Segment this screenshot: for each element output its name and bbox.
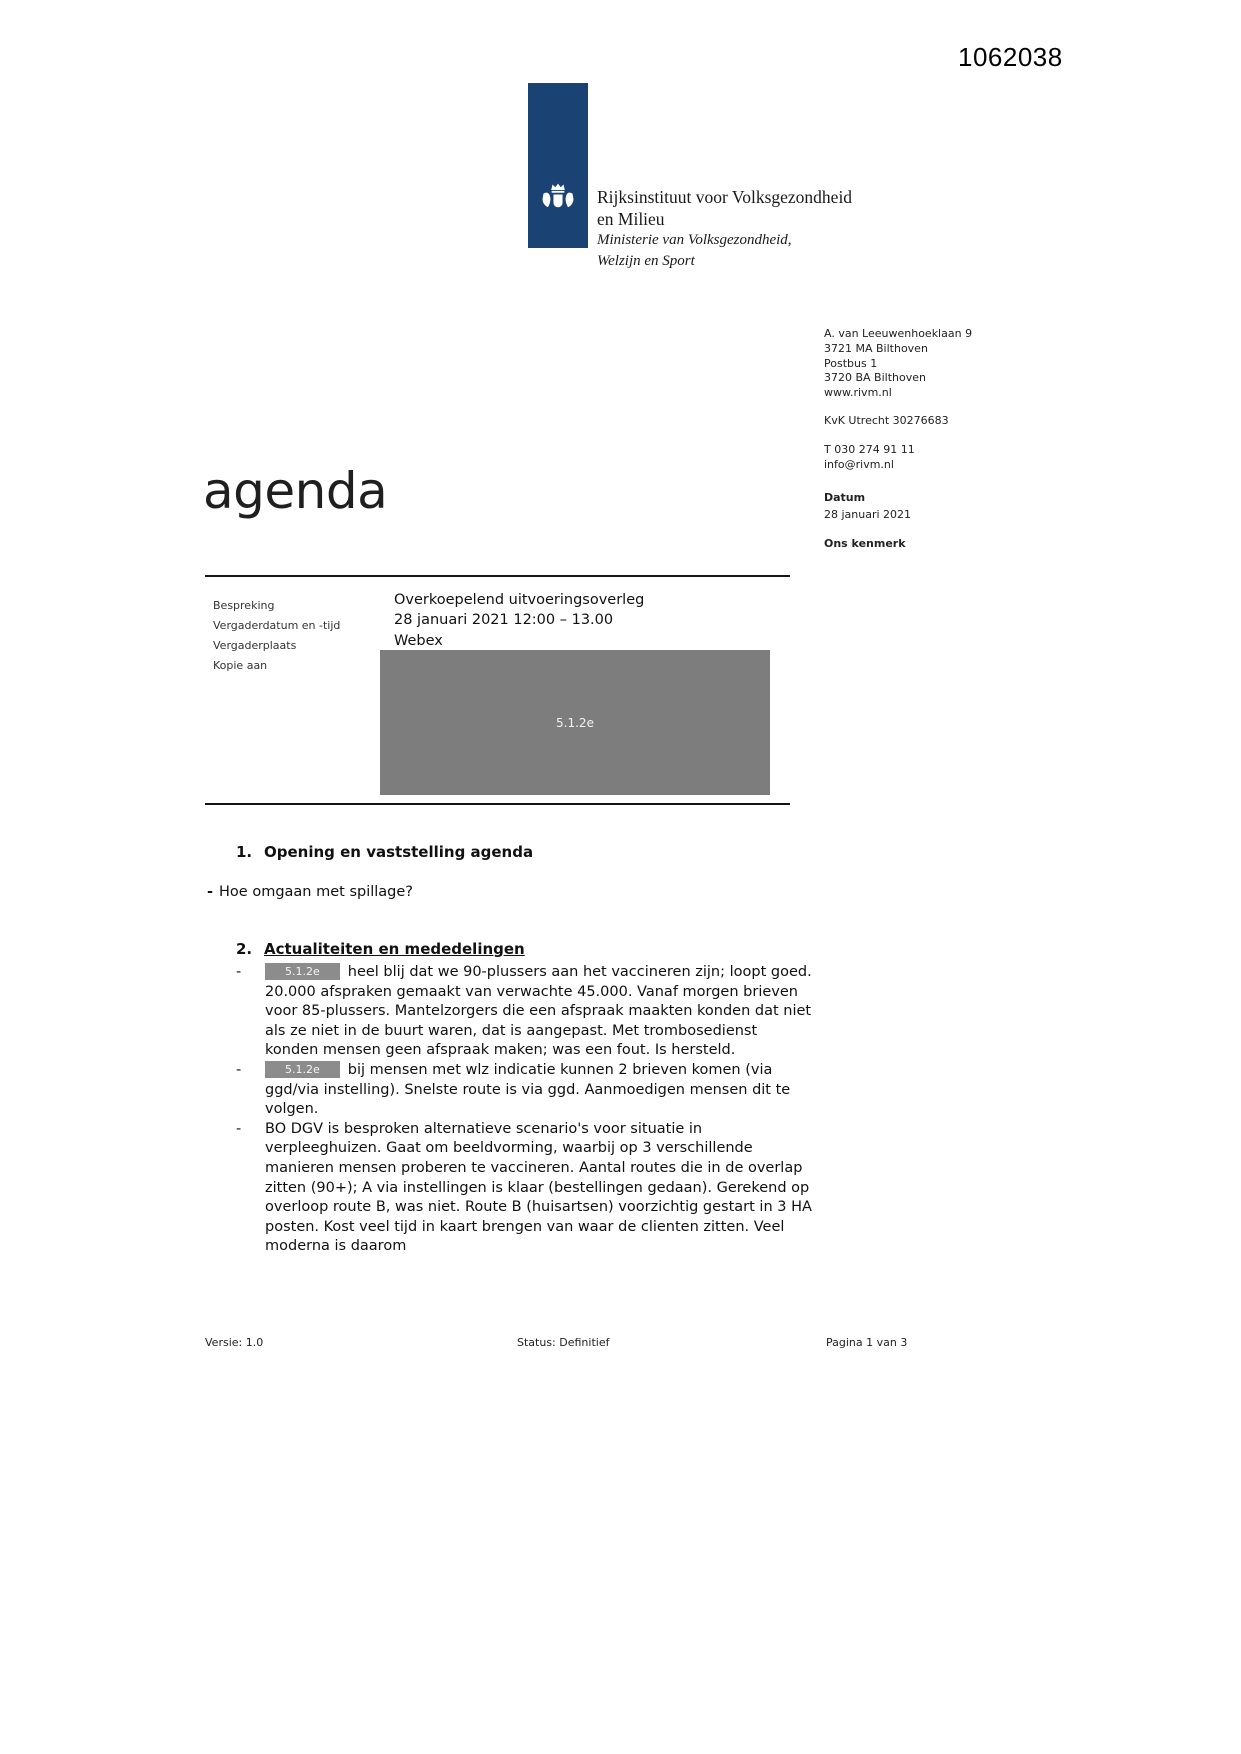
org-name-line2: en Milieu [597,209,665,229]
divider-top [205,575,790,577]
section-2-heading [236,940,525,958]
kvk-number: KvK Utrecht 30276683 [824,414,949,427]
list-item [236,1061,814,1120]
meta-value-column [394,590,644,651]
meta-value-vergaderplaats: Webex [394,632,443,649]
item-body-text: bij mensen met wlz indicatie kunnen 2 brieven komen (via ggd/via instelling). Snelste route is via ggd. Aanmoedigen mensen dit te volgen. [265,1061,791,1118]
address-line: A. van Leeuwenhoeklaan 9 [824,327,973,340]
bullet-dash: - [207,884,214,900]
divider-bottom [205,803,790,805]
meta-label-kopie-aan: Kopie aan [213,659,268,672]
email-text: info@rivm.nl [824,457,894,471]
footer-status: Status: Definitief [517,1336,610,1349]
ministry-line2: Welzijn en Sport [597,253,695,269]
rivm-crest-icon [536,180,580,224]
loose-item-text: Hoe omgaan met spillage? [219,884,413,900]
redaction-inline: 5.1.2e [265,1061,340,1078]
meta-label-vergaderdatum: Vergaderdatum en -tijd [213,619,341,632]
meta-label-vergaderplaats: Vergaderplaats [213,639,297,652]
section-2-number: 2. [236,940,253,958]
loose-agenda-item [207,884,413,900]
section-2-title: Actualiteiten en mededelingen [264,940,525,958]
kenmerk-label: Ons kenmerk [824,537,906,550]
page-title: agenda [203,462,388,520]
meta-label-bespreking: Bespreking [213,599,275,612]
meta-label-column [213,596,340,676]
agenda-item-list [236,963,814,1257]
address-line: 3720 BA Bilthoven [824,371,926,385]
org-name-line1: Rijksinstituut voor Volksgezondheid [597,187,853,207]
list-item [236,963,814,1061]
phone-block [824,443,915,473]
section-1-number: 1. [236,843,253,861]
section-1-title: Opening en vaststelling agenda [264,843,534,861]
redaction-label: 5.1.2e [556,715,594,730]
bullet-dash: - [236,1061,242,1078]
redaction-inline: 5.1.2e [265,963,340,980]
section-1-heading [236,843,533,861]
item-body-text: BO DGV is besproken alternatieve scenario's voor situatie in verpleeghuizen. Gaat om beeldvorming, waarbij op 3 verschillende manieren mensen proberen te vaccineren. Aantal routes die in de overlap zitten (90+); A via instellingen is klaar (bestellingen gedaan). Gerekend op overloop route B, was niet. Route B (huisartsen) voorzichtig gestart in 3 HA posten. Kost veel tijd in kaart brengen van waar de clienten zitten. Veel moderna is daarom [265,1120,812,1255]
item-body-text: heel blij dat we 90-plussers aan het vaccineren zijn; loopt goed. 20.000 afspraken gemaakt van verwachte 45.000. Vanaf morgen brieven voor 85-plussers. Mantelzorgers die een afspraak maakten konden dat niet als ze niet in de buurt waren, dat is aangepast. Met trombosedienst konden mensen geen afspraak maken; was een fout. Is hersteld. [265,964,812,1059]
list-item [236,1120,814,1257]
list-item-text [265,1120,814,1257]
website-text: www.rivm.nl [824,386,892,400]
phone-number: T 030 274 91 11 [824,443,915,456]
bullet-dash: - [236,964,242,980]
meta-value-bespreking: Overkoepelend uitvoeringsoverleg [394,592,645,608]
list-item-text [265,1061,814,1120]
datum-value: 28 januari 2021 [824,508,912,521]
address-line: Postbus 1 [824,356,878,370]
footer-versie: Versie: 1.0 [205,1336,264,1349]
datum-label: Datum [824,491,866,504]
ministry-line1: Ministerie van Volksgezondheid, [597,232,792,248]
address-line: 3721 MA Bilthoven [824,341,928,355]
footer-pagina: Pagina 1 van 3 [826,1336,908,1349]
bullet-dash: - [236,1120,242,1137]
redaction-block [380,650,770,795]
address-block [824,327,972,401]
document-number: 1062038 [958,42,1063,72]
rijksoverheid-logo-ribbon [528,83,588,248]
list-item-text [265,963,814,1061]
logo-wordmark [597,186,852,272]
meta-value-vergaderdatum: 28 januari 2021 12:00 – 13.00 [394,612,614,629]
